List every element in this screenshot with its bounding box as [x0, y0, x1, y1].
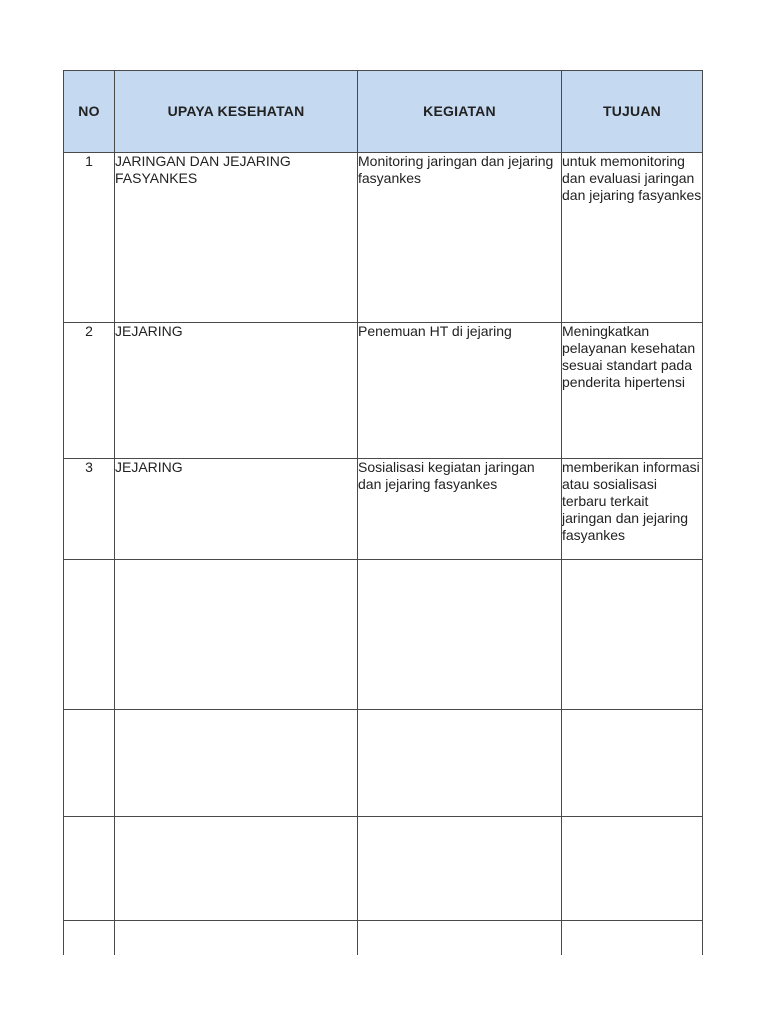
- empty-cell: [115, 921, 358, 955]
- table-row: [64, 459, 703, 560]
- table-header-row: [64, 71, 703, 153]
- empty-cell: [115, 710, 358, 817]
- empty-cell: [64, 921, 115, 955]
- table-row: [64, 323, 703, 459]
- empty-cell: [64, 817, 115, 921]
- empty-cell: [115, 560, 358, 710]
- empty-cell: [115, 817, 358, 921]
- cell-no: 3: [64, 459, 115, 560]
- cell-no: 1: [64, 153, 115, 323]
- cell-tujuan: untuk memonitoring dan evaluasi jaringan dan jejaring fasyankes: [562, 153, 703, 323]
- empty-row: [64, 817, 703, 921]
- cell-kegiatan: Monitoring jaringan dan jejaring fasyankes: [358, 153, 562, 323]
- cell-no: 2: [64, 323, 115, 459]
- empty-cell: [358, 921, 562, 955]
- empty-cell: [64, 560, 115, 710]
- empty-cell: [64, 710, 115, 817]
- empty-cell: [358, 710, 562, 817]
- header-no: NO: [64, 71, 115, 153]
- empty-cell: [358, 560, 562, 710]
- cell-kegiatan: Sosialisasi kegiatan jaringan dan jejaring fasyankes: [358, 459, 562, 560]
- cell-tujuan: memberikan informasi atau sosialisasi terbaru terkait jaringan dan jejaring fasyankes: [562, 459, 703, 560]
- empty-row: [64, 710, 703, 817]
- empty-row: [64, 921, 703, 955]
- empty-cell: [562, 921, 703, 955]
- header-kegiatan: KEGIATAN: [358, 71, 562, 153]
- empty-row: [64, 560, 703, 710]
- empty-cell: [562, 817, 703, 921]
- cell-upaya: JEJARING: [115, 323, 358, 459]
- header-tujuan: TUJUAN: [562, 71, 703, 153]
- cell-upaya: JARINGAN DAN JEJARING FASYANKES: [115, 153, 358, 323]
- cell-upaya: JEJARING: [115, 459, 358, 560]
- empty-cell: [562, 710, 703, 817]
- empty-cell: [358, 817, 562, 921]
- cell-tujuan: Meningkatkan pelayanan kesehatan sesuai standart pada penderita hipertensi: [562, 323, 703, 459]
- empty-cell: [562, 560, 703, 710]
- header-upaya-kesehatan: UPAYA KESEHATAN: [115, 71, 358, 153]
- cell-kegiatan: Penemuan HT di jejaring: [358, 323, 562, 459]
- table-row: [64, 153, 703, 323]
- activity-table: [63, 70, 703, 955]
